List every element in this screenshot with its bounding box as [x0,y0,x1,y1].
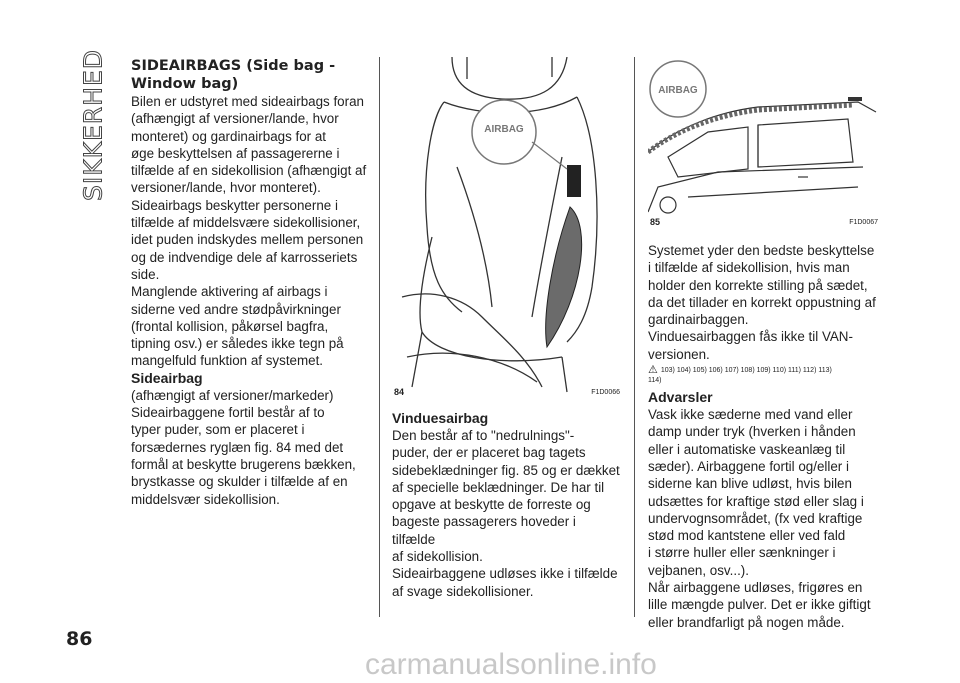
text-line: idet puden indskydes mellem personen [131,232,364,248]
text-line: da det tillader en korrekt oppustning af [648,294,876,310]
text-line: Når airbaggene udløses, frigøres en [648,580,863,596]
subheading-sideairbag: Sideairbag [131,369,203,386]
text-line: tilfælde af en sidekollision (afhængigt af [131,163,367,179]
warning-references [648,365,880,376]
text-line: Sideairbags beskytter personerne i [131,197,338,213]
figure-84-number: 84 [394,387,405,397]
text-line: versionen. [648,346,710,362]
text-line: versioner/lande, hvor monteret). [131,180,321,196]
warning-ref-list-2: 114) [648,377,662,385]
text-line: puder, der er placeret bag tagets [392,445,586,461]
text-line: (afhængigt af versioner/markeder) [131,387,334,403]
warning-ref-list: 103) 104) 105) 106) 107) 108) 109) 110) 111) 112) 113) [660,367,832,375]
text-line: Sideairbaggene udløses ikke i tilfælde [392,566,618,582]
text-line: typer puder, som er placeret i [131,422,305,438]
text-line: siderne ved andre stødpåvirkninger [131,301,341,317]
text-line: holder den korrekte stilling på sædet, [648,277,868,293]
text-line: Vinduesairbaggen fås ikke til VAN- [648,329,853,345]
text-line: opgave at beskytte de forreste og [392,497,591,513]
text-line: i tilfælde af sidekollision, hvis man [648,260,850,276]
text-line: af svage sidekollisioner. [392,583,534,599]
text-line: undervognsområdet, (fx ved kraftige [648,510,863,526]
col1-text-2 [131,387,367,508]
page-number: 86 [66,628,93,650]
text-line: formål at beskytte brugerens bækken, [131,456,356,472]
section-tab [78,48,108,202]
column-1 [131,57,367,508]
text-line: i større huller eller sænkninger i [648,545,836,561]
subheading-vinduesairbag: Vinduesairbag [392,410,489,426]
text-line: sidebeklædninger fig. 85 og er dækket [392,462,620,478]
text-line: Manglende aktivering af airbags i [131,284,328,300]
text-line: Den består af to "nedrulnings"- [392,428,575,443]
text-line: eller i automatiske vaskeanlæg til [648,441,846,457]
seat-illustration [392,57,622,397]
text-line: Bilen er udstyret med sideairbags foran [131,94,364,109]
airbag-label-85: AIRBAG [658,85,698,96]
section-heading: SIDEAIRBAGS (Side bag - Window bag) [131,58,336,92]
figure-85-number: 85 [650,217,661,227]
text-line: stød mod kantstene eller ved fald [648,528,846,544]
col2-text [392,427,622,600]
text-line: middelsvær sidekollision. [131,491,280,507]
text-line: tipning osv.) er således ikke tegn på [131,336,344,352]
warning-triangle-icon: ⚠ [648,364,658,377]
col1-text [131,93,367,370]
text-line: af sidekollision. [392,549,483,565]
col3-text-2 [648,406,880,631]
text-line: side. [131,266,160,282]
text-line: damp under tryk (hverken i hånden [648,424,856,440]
column-3 [648,242,880,631]
text-line: Systemet yder den bedste beskyttelse [648,243,875,258]
column-divider-2 [634,57,635,617]
text-line: (afhængigt af versioner/lande, hvor [131,111,339,127]
figure-85-code: F1D0067 [849,219,878,226]
text-line: tilfælde af middelsvære sidekollisioner, [131,215,361,231]
text-line: bageste passagerers hoveder i tilfælde [392,514,576,547]
text-line: mangelfuld funktion af systemet. [131,353,324,369]
text-line: af specielle beklædninger. De har til [392,479,605,495]
column-2 [392,410,622,600]
section-tab-label: SIKKERHED [78,48,108,202]
text-line: sæder). Airbaggene fortil og/eller i [648,458,849,474]
text-line: gardinairbaggen. [648,312,749,328]
figure-84 [392,57,622,397]
text-line: øge beskyttelsen af passagererne i [131,145,340,161]
figure-85 [648,57,880,229]
text-line: forsædernes ryglæn fig. 84 med det [131,439,344,455]
text-line: Sideairbaggene fortil består af to [131,405,325,421]
airbag-label-84: AIRBAG [484,124,524,135]
text-line: og de indvendige dele af karrosseriets [131,249,358,265]
text-line: lille mængde pulver. Det er ikke giftigt [648,597,871,613]
subheading-advarsler: Advarsler [648,389,713,406]
watermark: carmanualsonline.info [365,648,657,681]
text-line: monteret) og gardinairbags for at [131,128,327,144]
text-line: brystkasse og skulder i tilfælde af en [131,474,348,490]
figure-84-code: F1D0066 [591,389,620,396]
text-line: udsættes for kraftige stød eller slag i [648,493,864,509]
col3-text [648,242,880,363]
text-line: vejbanen, osv...). [648,562,749,578]
car-illustration [648,57,880,217]
text-line: (frontal kollision, påkørsel bagfra, [131,318,329,334]
text-line: Vask ikke sæderne med vand eller [648,407,853,423]
text-line: eller brandfarligt på nogen måde. [648,614,845,630]
text-line: siderne kan blive udløst, hvis bilen [648,476,852,492]
column-divider-1 [379,57,380,617]
